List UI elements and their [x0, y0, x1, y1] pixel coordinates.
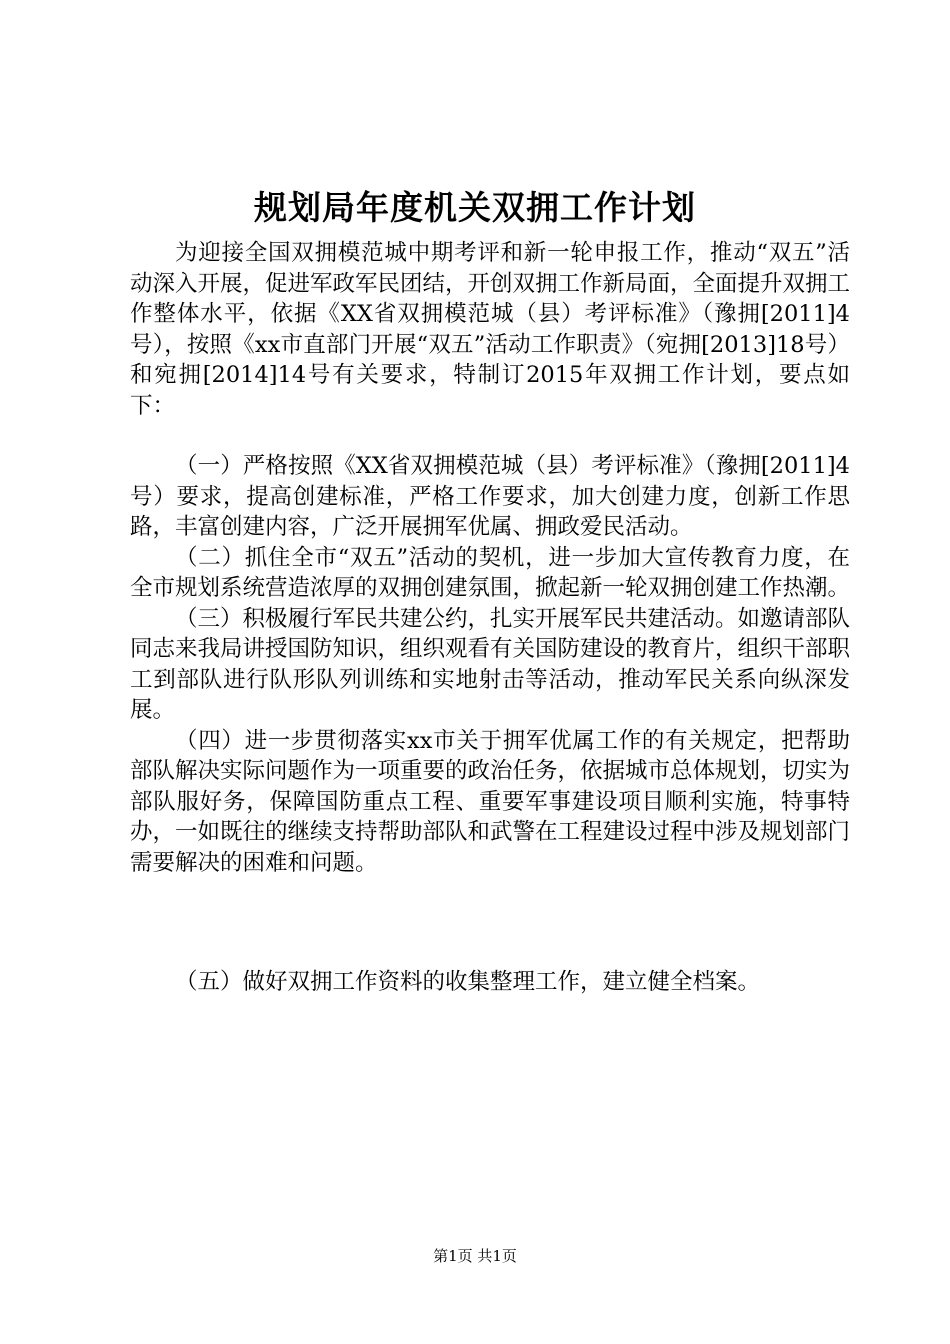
item-paragraph-2: （二）抓住全市“双五”活动的契机，进一步加大宣传教育力度，在全市规划系统营造浓厚的双拥创建氛围，掀起新一轮双拥创建工作热潮。 [130, 544, 851, 601]
item-paragraph-1: （一）严格按照《XX省双拥模范城（县）考评标准》（豫拥[2011]4号）要求，提高创建标准，严格工作要求，加大创建力度，创新工作思路，丰富创建内容，广泛开展拥军优属、拥政爱民活动。 [130, 453, 850, 540]
intro-paragraph: 为迎接全国双拥模范城中期考评和新一轮申报工作，推动“双五”活动深入开展，促进军政军民团结，开创双拥工作新局面，全面提升双拥工作整体水平，依据《XX省双拥模范城（县）考评标准》（豫拥[2011]4号），按照《xx市直部门开展“双五”活动工作职责》（宛拥[2013]18号）和宛拥[2014]14号有关要求，特制订2015年双拥工作计划，要点如下： [130, 240, 851, 419]
item-paragraph-5: （五）做好双拥工作资料的收集整理工作，建立健全档案。 [175, 969, 761, 995]
item5-section [130, 967, 850, 998]
document-title: 规划局年度机关双拥工作计划 [254, 188, 696, 227]
page-footer: 第1页 共1页 [433, 1247, 517, 1265]
items-section [130, 451, 850, 878]
intro-section [130, 238, 850, 421]
item-paragraph-4: （四）进一步贯彻落实xx市关于拥军优属工作的有关规定，把帮助部队解决实际问题作为一项重要的政治任务，依据城市总体规划，切实为部队服好务，保障国防重点工程、重要军事建设项目顺利实施，特事特办，一如既往的继续支持帮助部队和武警在工程建设过程中涉及规划部门需要解决的困难和问题。 [130, 727, 851, 876]
item-paragraph-3: （三）积极履行军民共建公约，扎实开展军民共建活动。如邀请部队同志来我局讲授国防知识，组织观看有关国防建设的教育片，组织干部职工到部队进行队形队列训练和实地射击等活动，推动军民关系向纵深发展。 [130, 605, 851, 723]
